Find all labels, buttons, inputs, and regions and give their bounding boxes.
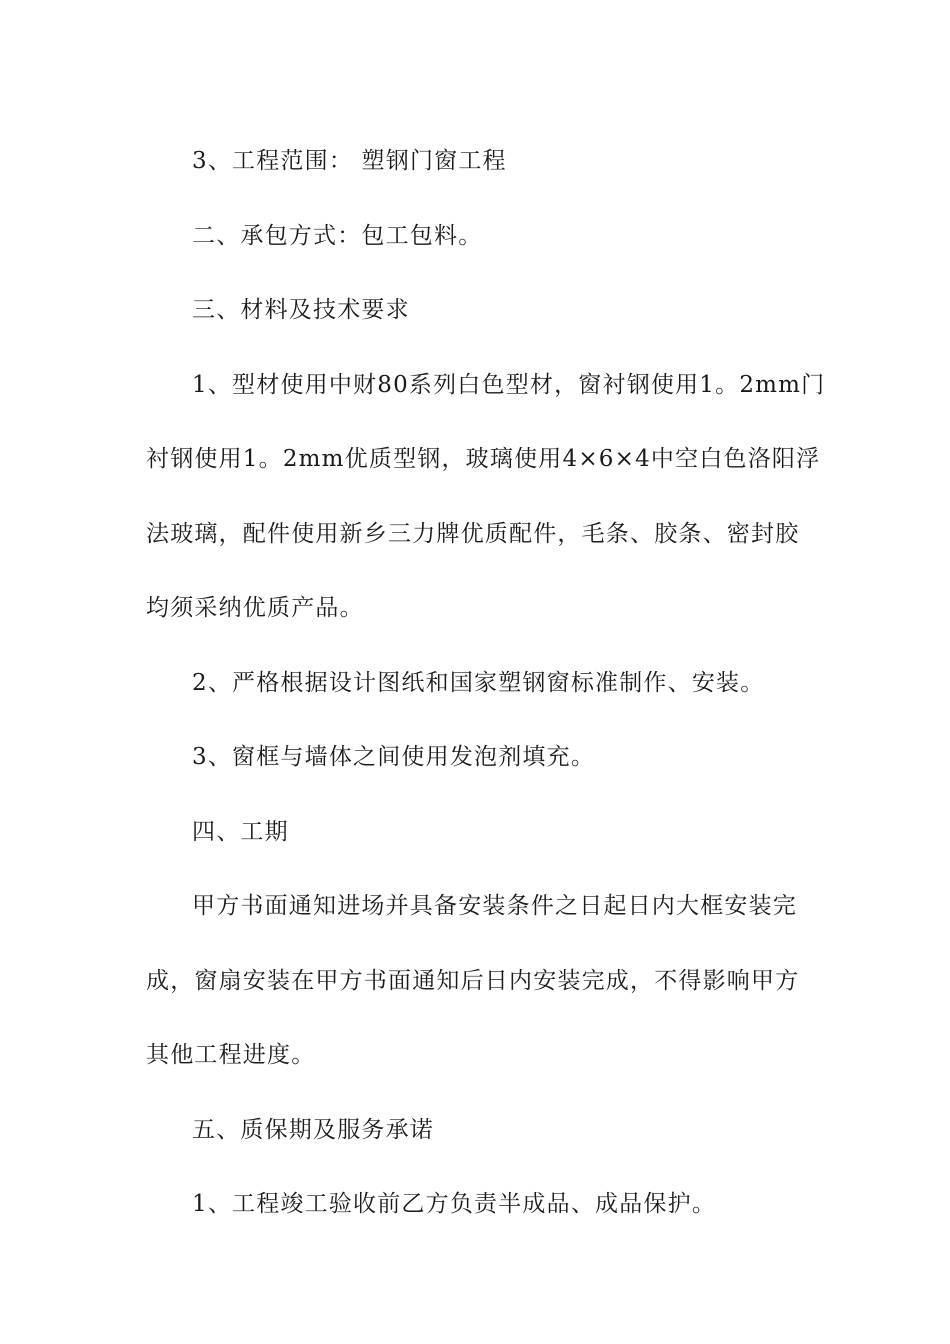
section-heading-schedule: 四、工期 xyxy=(192,818,289,845)
section-heading-warranty: 五、质保期及服务承诺 xyxy=(192,1116,434,1143)
standards-line: 2、严格根据设计图纸和国家塑钢窗标准制作、安装。 xyxy=(192,669,765,696)
materials-paragraph-line: 衬钢使用1。2mm优质型钢，玻璃使用4×6×4中空白色洛阳浮 xyxy=(146,446,821,472)
scope-line: 3、工程范围： 塑钢门窗工程 xyxy=(192,148,507,174)
document-body xyxy=(146,124,826,1242)
materials-paragraph-line: 法玻璃，配件使用新乡三力牌优质配件，毛条、胶条、密封胶 xyxy=(146,520,800,547)
schedule-paragraph-line: 成，窗扇安装在甲方书面通知后日内安装完成，不得影响甲方 xyxy=(146,967,800,994)
materials-paragraph-line: 均须采纳优质产品。 xyxy=(146,595,364,621)
section-heading-materials: 三、材料及技术要求 xyxy=(192,297,410,323)
materials-paragraph-line: 1、型材使用中财80系列白色型材，窗衬钢使用1。2mm门 xyxy=(192,371,826,398)
foam-fill-line: 3、窗框与墙体之间使用发泡剂填充。 xyxy=(192,744,596,770)
schedule-paragraph-line: 甲方书面通知进场并具备安装条件之日起日内大框安装完 xyxy=(192,893,797,919)
warranty-line: 1、工程竣工验收前乙方负责半成品、成品保护。 xyxy=(192,1191,717,1217)
schedule-paragraph-line: 其他工程进度。 xyxy=(146,1042,316,1068)
section-heading-contract-method: 二、承包方式：包工包料。 xyxy=(192,222,483,249)
